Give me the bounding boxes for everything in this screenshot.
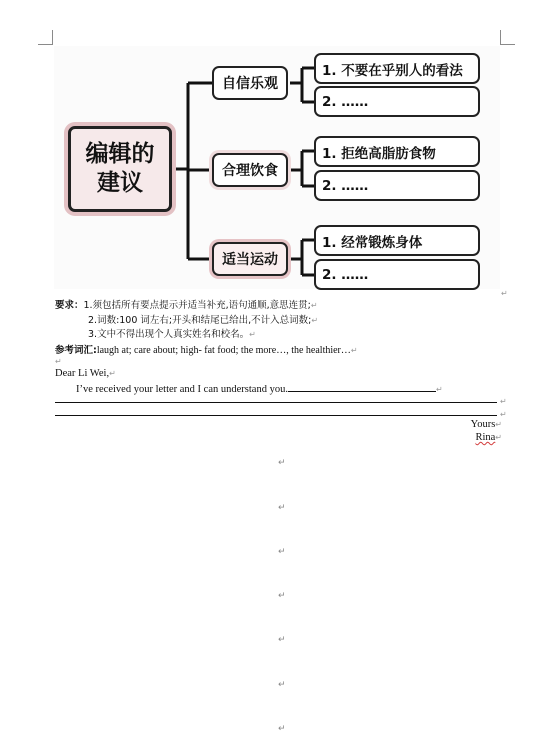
paragraph-mark: ↵ [500, 397, 507, 406]
paragraph-mark: ↵ [278, 724, 286, 734]
mind-map-root: 编辑的 建议 [68, 126, 172, 212]
paragraph-mark: ↵ [278, 503, 286, 513]
paragraph-mark: ↵ [278, 458, 286, 468]
requirements-heading: 要求： [55, 300, 84, 311]
requirement-line-3 [88, 326, 256, 340]
letter-signature: Rina [475, 432, 496, 443]
letter-closing-line [471, 419, 502, 430]
paragraph-mark: ↵ [500, 410, 507, 419]
leaf-diet-2: 2. …… [314, 170, 480, 201]
letter-greeting: Dear Li Wei, [55, 368, 110, 379]
letter-closing: Yours [470, 419, 496, 430]
paragraph-mark: ↵ [278, 680, 286, 690]
paragraph-mark: ↵ [435, 385, 443, 394]
requirement-line-2 [88, 312, 318, 326]
paragraph-mark: ↵ [55, 357, 62, 366]
category-confidence: 自信乐观 [212, 66, 288, 100]
reference-words: laugh at; care about; high- fat food; the more…, the healthier… [96, 345, 351, 356]
letter-signature-line [475, 432, 502, 443]
category-exercise: 适当运动 [212, 242, 288, 276]
leaf-exercise-2: 2. …… [314, 259, 480, 290]
leaf-exercise-1: 1. 经常锻炼身体 [314, 225, 480, 256]
crop-mark-top-right [500, 30, 515, 45]
paragraph-mark: ↵ [495, 420, 502, 429]
letter-opening-line [76, 382, 443, 395]
reference-vocab-line [55, 342, 358, 356]
requirement-item-2: 2.词数:100 词左右;开头和结尾已给出,不计入总词数; [88, 315, 312, 326]
reference-heading: 参考词汇: [55, 345, 97, 356]
crop-mark-top-left [38, 30, 53, 45]
paragraph-mark: ↵ [278, 635, 286, 645]
leaf-diet-1: 1. 拒绝高脂肪食物 [314, 136, 480, 167]
paragraph-mark: ↵ [249, 330, 256, 339]
letter-greeting-line [55, 368, 116, 379]
leaf-confidence-1: 1. 不要在乎别人的看法 [314, 53, 480, 84]
answer-line-1[interactable] [55, 402, 497, 403]
paragraph-mark: ↵ [311, 316, 319, 325]
paragraph-mark: ↵ [310, 301, 318, 310]
letter-opening: I’ve received your letter and I can understand you. [76, 384, 288, 395]
paragraph-mark: ↵ [501, 289, 508, 298]
leaf-confidence-2: 2. …… [314, 86, 480, 117]
requirement-line-1 [55, 297, 318, 311]
requirement-item-1: 1.须包括所有要点提示并适当补充,语句通顺,意思连贯; [83, 300, 311, 311]
paragraph-mark: ↵ [109, 369, 116, 378]
paragraph-mark: ↵ [495, 433, 502, 442]
answer-blank[interactable] [288, 382, 436, 392]
answer-line-2[interactable] [55, 415, 497, 416]
paragraph-mark: ↵ [278, 547, 286, 557]
category-diet: 合理饮食 [212, 153, 288, 187]
mind-map-diagram [54, 46, 500, 289]
paragraph-mark: ↵ [278, 591, 286, 601]
paragraph-mark: ↵ [350, 346, 358, 355]
requirement-item-3: 3.文中不得出现个人真实姓名和校名。 [88, 329, 250, 340]
